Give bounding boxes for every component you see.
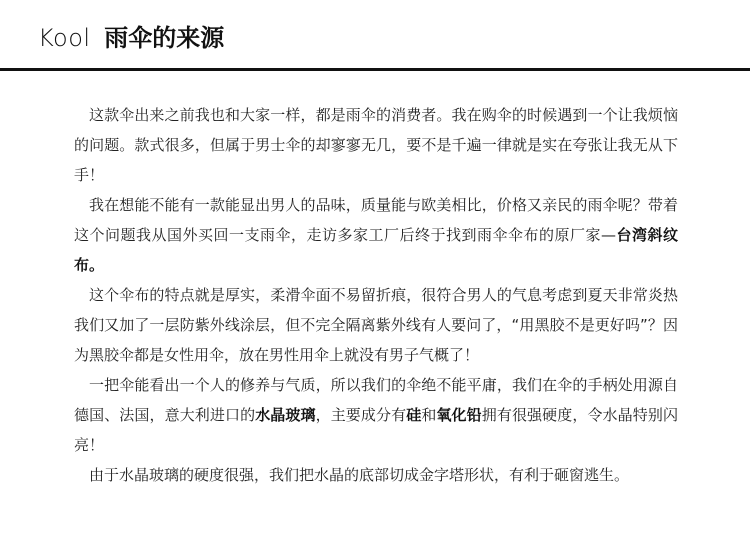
paragraph-1-text: 这款伞出来之前我也和大家一样，都是雨伞的消费者。我在购伞的时候遇到一个让我烦恼的问题。款式很多，但属于男士伞的却寥寥无几，要不是千遍一律就是实在夸张让我无从下手！ [74,106,678,184]
paragraph-4-text-b: ，主要成分有 [315,406,407,424]
article-body [74,100,678,490]
paragraph-2-highlight: 台湾斜纹布。 [74,226,678,274]
brand-name: Kool [38,24,91,52]
highlight-lead-oxide: 氧化铅 [436,406,482,424]
title-text: 雨伞的来源 [104,24,225,52]
paragraph-3-text: 这个伞布的特点就是厚实，柔滑伞面不易留折痕，很符合男人的气息考虑到夏天非常炎热我们又加了一层防紫外线涂层，但不完全隔离紫外线有人要问了，“用黑胶不是更好吗”？因为黑胶伞都是女性用伞，放在男性用伞上就没有男子气概了！ [74,286,678,364]
highlight-crystal-glass: 水晶玻璃 [255,406,316,424]
paragraph-4-text-d: 拥有很强硬度，令水晶特别闪亮！ [74,406,678,454]
page-title [38,22,224,54]
header-divider [0,68,750,71]
paragraph-2 [74,190,678,280]
paragraph-4 [74,370,678,460]
paragraph-4-text-c: 和 [421,406,437,424]
paragraph-5-text: 由于水晶玻璃的硬度很强，我们把水晶的底部切成金字塔形状，有利于砸窗逃生。 [89,466,630,484]
paragraph-1 [74,100,678,190]
highlight-silicon: 硅 [406,406,422,424]
paragraph-4-text-a: 一把伞能看出一个人的修养与气质，所以我们的伞绝不能平庸，我们在伞的手柄处用源自德国、法国，意大利进口的 [74,376,678,424]
paragraph-2-text: 我在想能不能有一款能显出男人的品味，质量能与欧美相比，价格又亲民的雨伞呢？带着这个问题我从国外买回一支雨伞，走访多家工厂后终于找到雨伞伞布的原厂家— [74,196,678,244]
paragraph-3 [74,280,678,370]
paragraph-5 [74,460,678,490]
page-header [0,0,750,70]
